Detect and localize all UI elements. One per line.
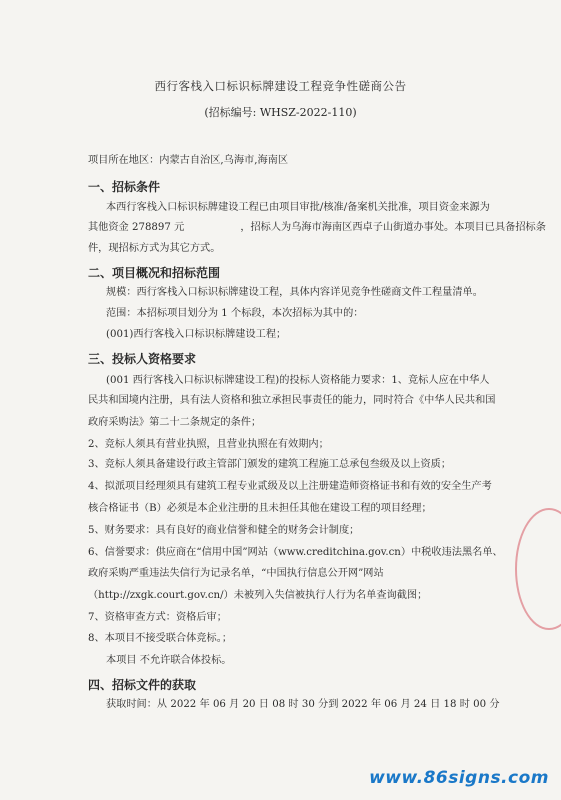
section-3-line-12: 7、资格审查方式：资格后审；	[88, 612, 227, 623]
section-1-heading: 一、招标条件	[88, 180, 161, 194]
section-2-line-2: 范围：本招标项目划分为 1 个标段，本次招标为其中的：	[106, 308, 364, 319]
section-3-line-13: 8、本项目不接受联合体竞标。；	[88, 633, 233, 644]
section-1-line-2	[88, 223, 546, 233]
section-2-line-3: (001)西行客栈入口标识标牌建设工程；	[106, 329, 287, 340]
section-3-line-7: 核合格证书（B）必须是本企业注册的且未担任其他在建设工程的项目经理；	[88, 503, 432, 514]
section-3-line-2: 民共和国境内注册，具有法人资格和独立承担民事责任的能力，同时符合《中华人民共和国	[88, 395, 496, 406]
tenderer-text: ，招标人为乌海市海南区西卓子山街道办事处。本项目已具备招标条	[240, 222, 546, 233]
project-location: 项目所在地区：内蒙古自治区,乌海市,海南区	[88, 155, 289, 166]
tender-code: (招标编号: WHSZ-2022-110)	[204, 106, 357, 119]
doc-title: 西行客栈入口标识标牌建设工程竞争性磋商公告	[154, 79, 407, 93]
section-4-line-1: 获取时间：从 2022 年 06 月 20 日 08 时 30 分到 2022 年 06 月 24 日 18 时 00 分	[106, 699, 500, 710]
section-2-heading: 二、项目概况和招标范围	[88, 266, 221, 280]
section-3-line-14: 本项目 不允许联合体投标。	[106, 655, 232, 666]
section-3-heading: 三、投标人资格要求	[88, 352, 197, 366]
section-1-line-3: 件，现招标方式为其它方式。	[88, 243, 221, 254]
section-3-line-8: 5、财务要求：具有良好的商业信誉和健全的财务会计制度；	[88, 525, 360, 536]
section-3-line-1: (001 西行客栈入口标识标牌建设工程)的投标人资格能力要求：1、竞标人应在中华人	[106, 375, 490, 386]
site-watermark: www.86signs.com	[369, 768, 549, 788]
section-3-line-3: 政府采购法》第二十二条规定的条件；	[88, 417, 262, 428]
section-3-line-4: 2、竞标人须具有营业执照，且营业执照在有效期内；	[88, 439, 329, 450]
section-3-line-11: （http://zxgk.court.gov.cn/）未被列入失信被执行人行为名单查询截图；	[88, 590, 428, 601]
section-3-line-10: 政府采购严重违法失信行为记录名单，“中国执行信息公开网”网站	[88, 568, 384, 579]
section-4-heading: 四、招标文件的获取	[88, 678, 197, 692]
fund-amount: 其他资金 278897 元	[88, 222, 185, 233]
section-3-line-9: 6、信誉要求：供应商在“信用中国”网站（www.creditchina.gov.cn）中税收违法黑名单、	[88, 547, 503, 558]
section-1-line-1: 本西行客栈入口标识标牌建设工程已由项目审批/核准/备案机关批准，项目资金来源为	[106, 202, 490, 213]
section-2-line-1: 规模：西行客栈入口标识标牌建设工程，具体内容详见竞争性磋商文件工程量清单。	[106, 287, 483, 298]
red-seal-stamp	[515, 508, 561, 630]
section-3-line-6: 4、拟派项目经理须具有建筑工程专业贰级及以上注册建造师资格证书和有效的安全生产考	[88, 481, 492, 492]
section-3-line-5: 3、竞标人须具备建设行政主管部门颁发的建筑工程施工总承包叁级及以上资质；	[88, 459, 452, 470]
